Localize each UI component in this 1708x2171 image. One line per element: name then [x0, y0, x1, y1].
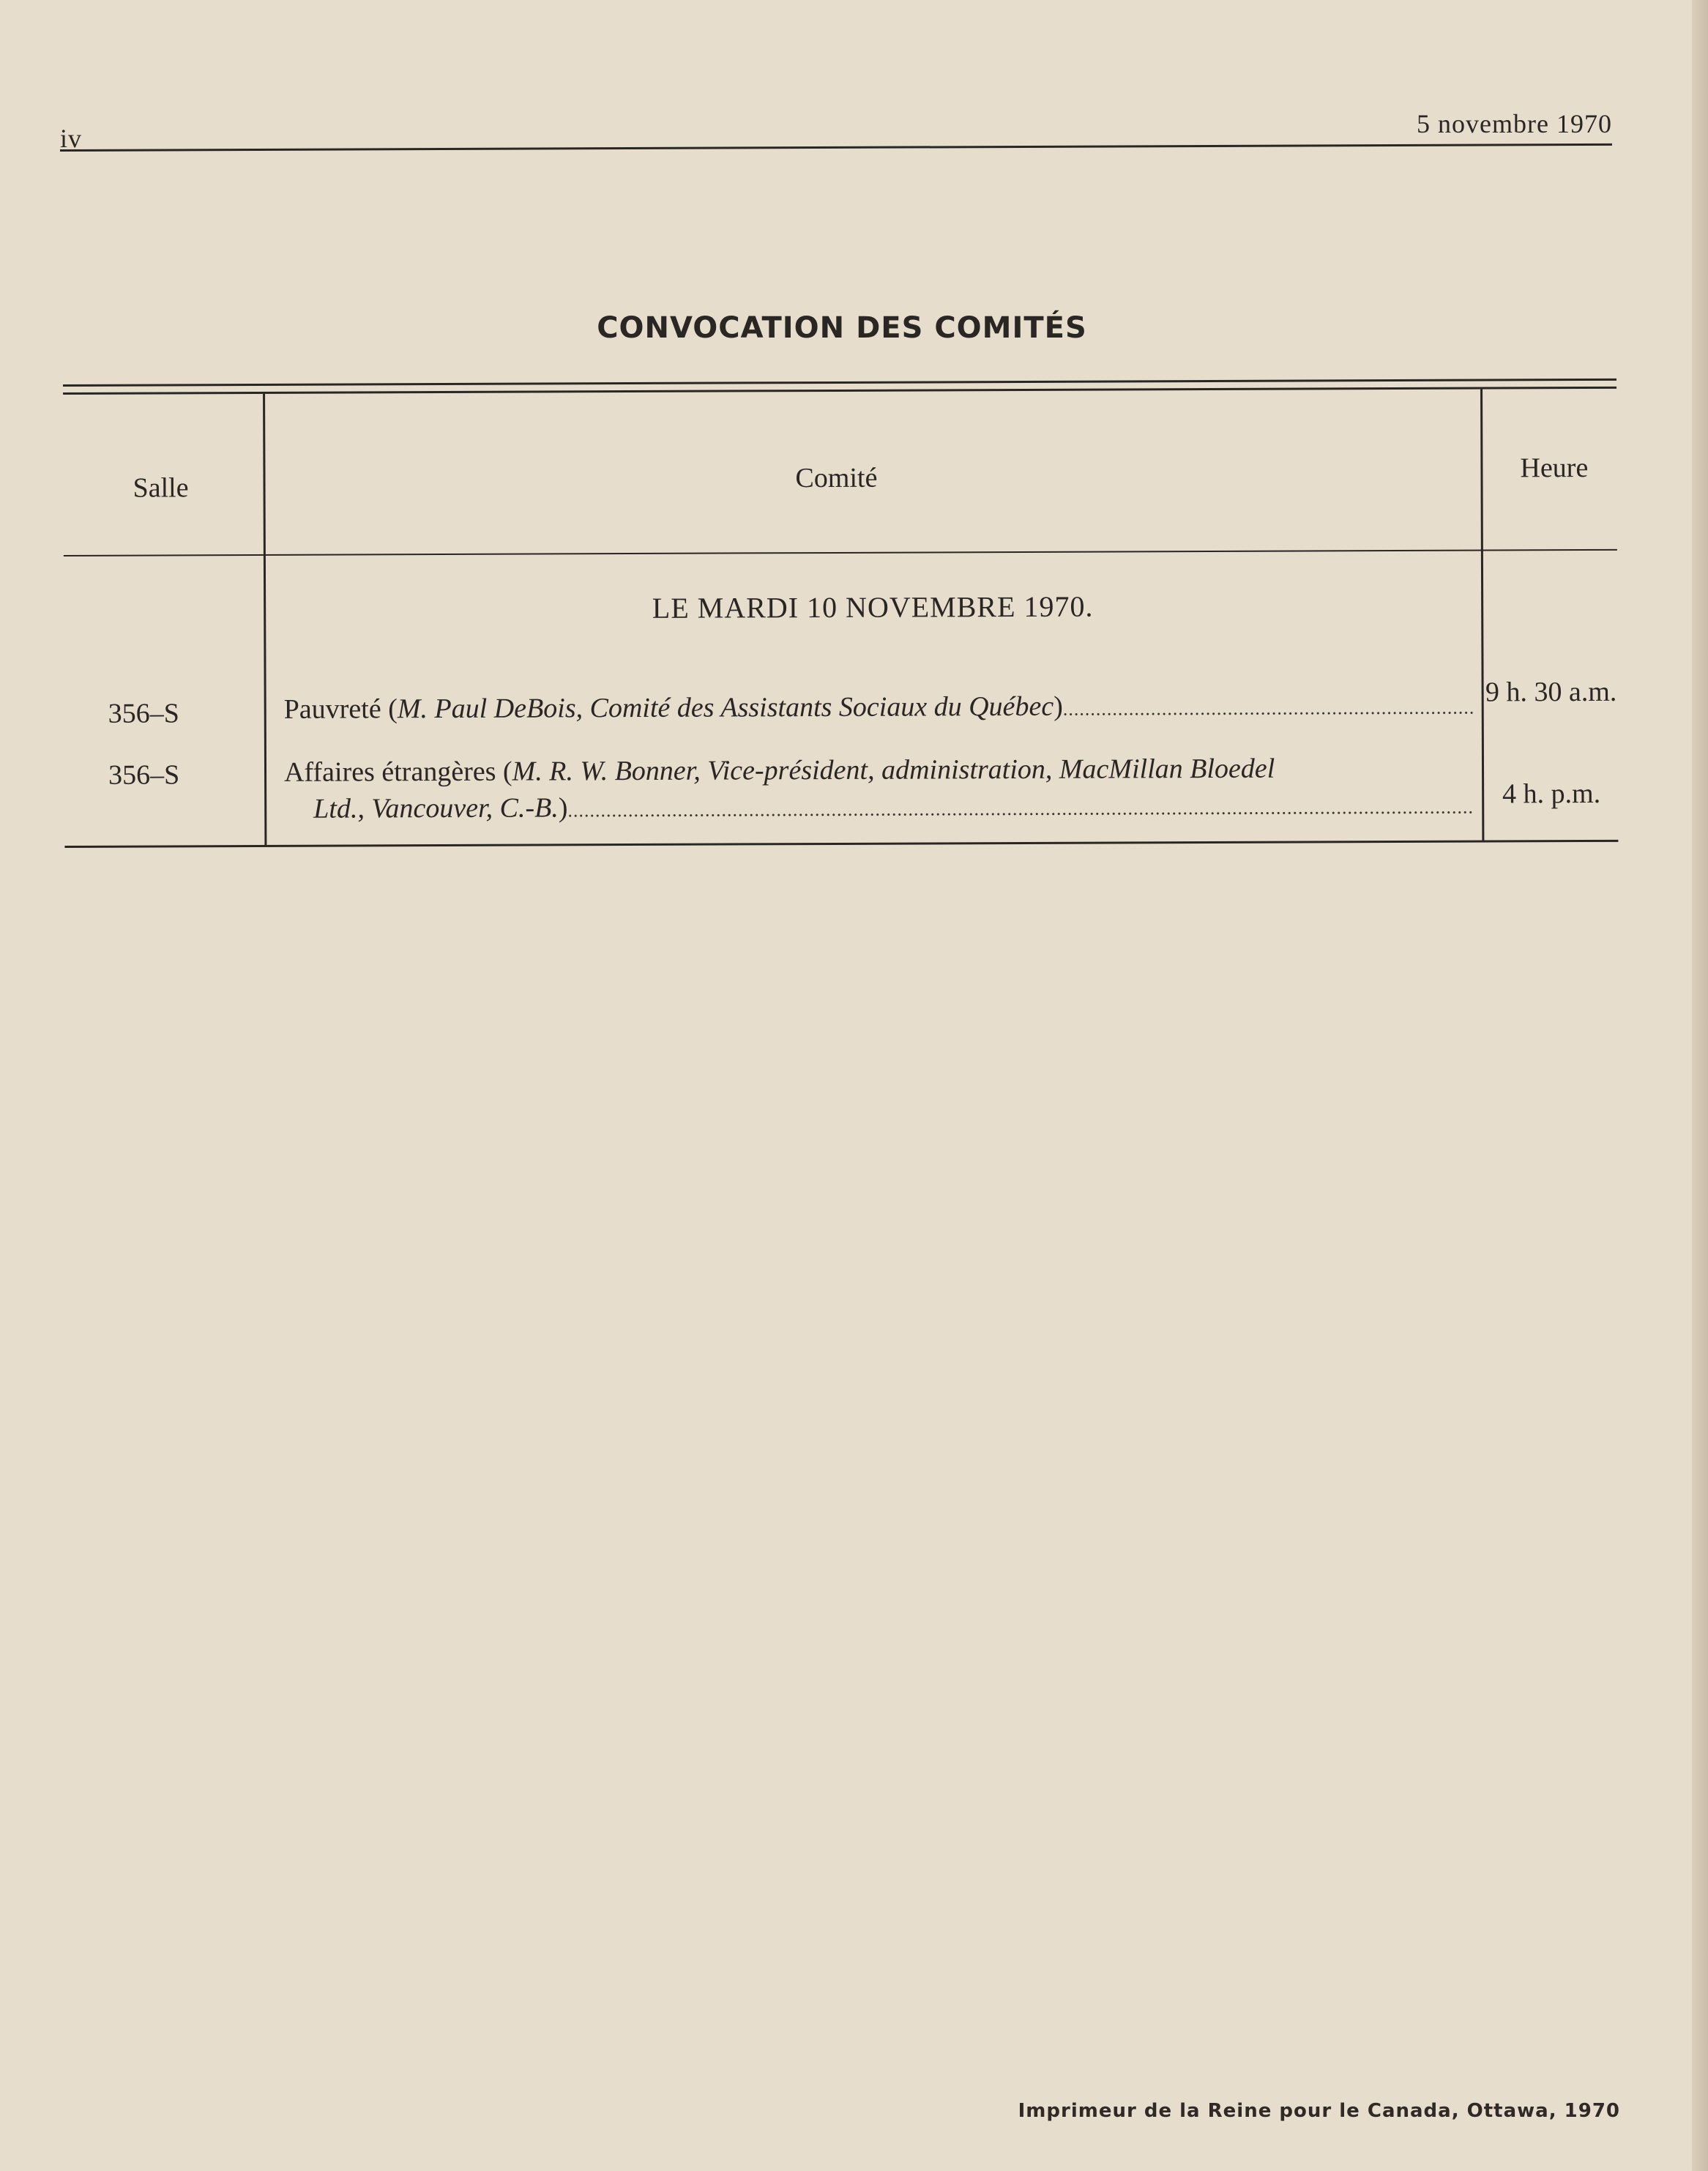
- column-header-heure: Heure: [1520, 453, 1589, 484]
- column-divider-right: [1480, 390, 1484, 841]
- row-2-committee-line-2: [284, 786, 1474, 830]
- row-2-leader-dots: [567, 789, 1474, 830]
- row-1-leader-dots: [1063, 690, 1474, 728]
- row-2-close-paren: ): [558, 792, 568, 824]
- page-folio: iv: [60, 124, 83, 153]
- column-header-salle: Salle: [133, 472, 189, 504]
- page-title: CONVOCATION DES COMITÉS: [597, 311, 1087, 345]
- row-1-committee-name: Pauvreté: [283, 693, 381, 725]
- row-1-committee: [284, 687, 1474, 731]
- running-head: [60, 103, 1612, 154]
- row-2-committee-name: Affaires étrangères: [283, 756, 496, 788]
- row-1-open-paren: (: [381, 693, 398, 725]
- row-2-open-paren: (: [496, 756, 512, 787]
- table-bottom-rule: [64, 840, 1618, 848]
- committee-table: [63, 379, 1618, 860]
- row-1-witness: M. Paul DeBois, Comité des Assistants Sociaux du Québec: [397, 690, 1054, 725]
- row-2-time: 4 h. p.m.: [1502, 778, 1601, 810]
- row-1-close-paren: ): [1053, 690, 1063, 722]
- printer-imprint: Imprimeur de la Reine pour le Canada, Ottawa, 1970: [1018, 2100, 1620, 2122]
- row-2-committee: [284, 750, 1474, 830]
- header-rule: [60, 144, 1612, 152]
- row-2-witness-line-1: M. R. W. Bonner, Vice-président, administration, MacMillan Bloedel: [512, 753, 1275, 787]
- row-1-time: 9 h. 30 a.m.: [1485, 676, 1617, 708]
- row-2-committee-line-1: [284, 750, 1474, 791]
- header-date: 5 novembre 1970: [1417, 109, 1612, 138]
- row-2-witness-line-2: Ltd., Vancouver, C.-B.: [313, 792, 559, 824]
- column-header-comite: Comité: [795, 462, 878, 494]
- table-top-rule: [63, 379, 1616, 387]
- header-bottom-rule: [64, 549, 1617, 556]
- row-1-room: 356–S: [108, 698, 179, 729]
- table-top-rule-second: [63, 387, 1616, 395]
- page-edge: [1692, 0, 1708, 2171]
- day-heading: LE MARDI 10 NOVEMBRE 1970.: [652, 589, 1094, 625]
- row-2-room: 356–S: [108, 759, 180, 791]
